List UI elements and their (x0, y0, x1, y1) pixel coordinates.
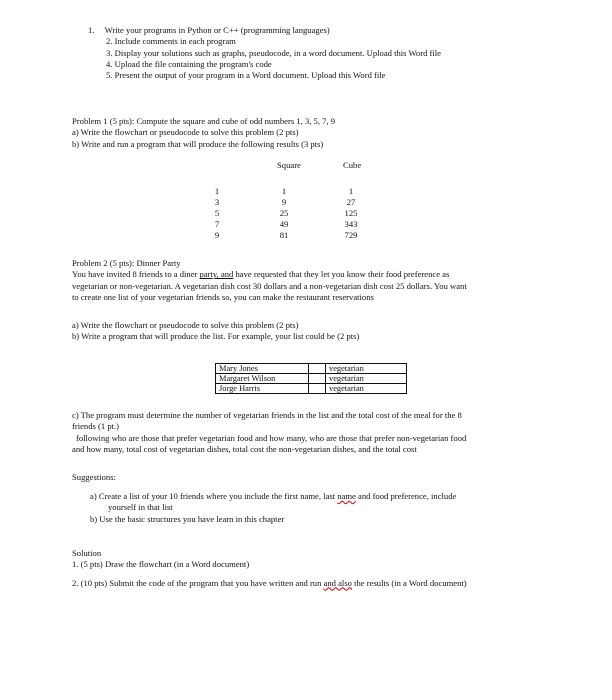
square-value: 1 (281, 186, 287, 196)
problem-2-parts (72, 320, 359, 343)
instruction-item-2: 2. Include comments in each program (106, 36, 236, 47)
table-row (216, 384, 407, 394)
cube-header: Cube (343, 160, 362, 170)
suggestion-a-line-1: a) Create a list of your 10 friends where you include the first name, last name and food preference, include (90, 491, 457, 501)
underlined-text: party, and (199, 269, 234, 280)
squares-column (269, 186, 299, 241)
problem-2-intro-line-2: vegetarian or non-vegetarian. A vegetarian dish cost 30 dollars and a non-vegetarian dish cost 25 dollars. You want (72, 280, 467, 291)
table-row (216, 374, 407, 384)
friend-name-cell: Jorge Harris (216, 384, 309, 394)
preference-cell: vegetarian (326, 384, 407, 394)
problem-1-part-a: a) Write the flowchart or pseudocode to solve this problem (2 pts) (72, 127, 299, 138)
solution-section (72, 548, 467, 589)
problem-1-part-b: b) Write and run a program that will produce the following results (3 pts) (72, 138, 324, 149)
problem-2-part-b: b) Write a program that will produce the list. For example, your list could be (2 pts) (72, 331, 360, 342)
suggestion-a-line-2: yourself in that list (108, 502, 173, 513)
problem-1-title: Problem 1 (5 pts): Compute the square and cube of odd numbers 1, 3, 5, 7, 9 (72, 116, 336, 126)
instruction-item-3: 3. Display your solutions such as graphs, pseudocode, in a word document. Upload this Word file (106, 47, 441, 58)
suggestions-list (90, 491, 456, 525)
number-value: 1 (214, 186, 220, 196)
problem-1 (72, 116, 335, 150)
square-value: 9 (281, 197, 287, 207)
square-header: Square (277, 160, 301, 170)
solution-item-1: 1. (5 pts) Draw the flowchart (in a Word document) (72, 559, 250, 570)
square-value: 49 (279, 219, 289, 229)
instruction-item-1: 1. Write your programs in Python or C++ (programming languages) (88, 25, 330, 35)
vegetarian-list-table (215, 363, 407, 394)
number-value: 5 (214, 208, 220, 218)
number-value: 9 (214, 230, 220, 240)
cubes-column (336, 186, 366, 241)
problem-2-intro-line-3: to create one list of your vegetarian friends so, you can make the restaurant reservations (72, 292, 374, 303)
instruction-item-4: 4. Upload the file containing the program's code (106, 59, 272, 70)
cube-value: 343 (344, 219, 358, 229)
cube-value: 125 (344, 208, 358, 218)
solution-item-2: 2. (10 pts) Submit the code of the program that you have written and run and also the results (in a Word document) (72, 577, 467, 588)
problem-2 (72, 258, 467, 303)
spacer-cell (309, 374, 326, 384)
problem-2-part-c (72, 410, 466, 455)
friend-name-cell: Margaret Wilson (216, 374, 309, 384)
preference-cell: vegetarian (326, 374, 407, 384)
friend-name-cell: Mary Jones (216, 364, 309, 374)
square-value: 81 (279, 230, 289, 240)
part-c-line-3: following who are those that prefer vegetarian food and how many, who are those that prefer non-vegetarian food (76, 432, 467, 443)
cube-value: 27 (346, 197, 356, 207)
problem-2-part-a: a) Write the flowchart or pseudocode to solve this problem (2 pts) (72, 320, 299, 330)
part-c-line-1: c) The program must determine the number of vegetarian friends in the list and the total cost of the meal for the 8 (72, 410, 462, 420)
numbers-column (202, 186, 232, 241)
cube-value: 1 (348, 186, 354, 196)
preference-cell: vegetarian (326, 364, 407, 374)
instruction-item-5: 5. Present the output of your program in a Word document. Upload this Word file (106, 70, 386, 81)
solution-title: Solution (72, 548, 102, 558)
number-value: 7 (214, 219, 220, 229)
suggestions-title: Suggestions: (72, 472, 116, 482)
cube-value: 729 (344, 230, 358, 240)
square-value: 25 (279, 208, 289, 218)
problem-2-title: Problem 2 (5 pts): Dinner Party (72, 258, 181, 268)
table-row (216, 364, 407, 374)
suggestion-b: b) Use the basic structures you have learn in this chapter (90, 513, 285, 524)
spelling-flagged-word: and also (323, 577, 352, 588)
spacer-cell (309, 364, 326, 374)
part-c-line-4: and how many, total cost of vegetarian dishes, total cost the non-vegetarian dishes, and the total cost (72, 444, 417, 455)
problem-2-intro-line-1: You have invited 8 friends to a diner party, and have requested that they let you know their food preference as (72, 269, 450, 280)
part-c-line-2: friends (1 pt.) (72, 421, 120, 432)
number-value: 3 (214, 197, 220, 207)
instructions-list (88, 25, 441, 82)
spacer-cell (309, 384, 326, 394)
spelling-flagged-word: name (337, 491, 356, 501)
